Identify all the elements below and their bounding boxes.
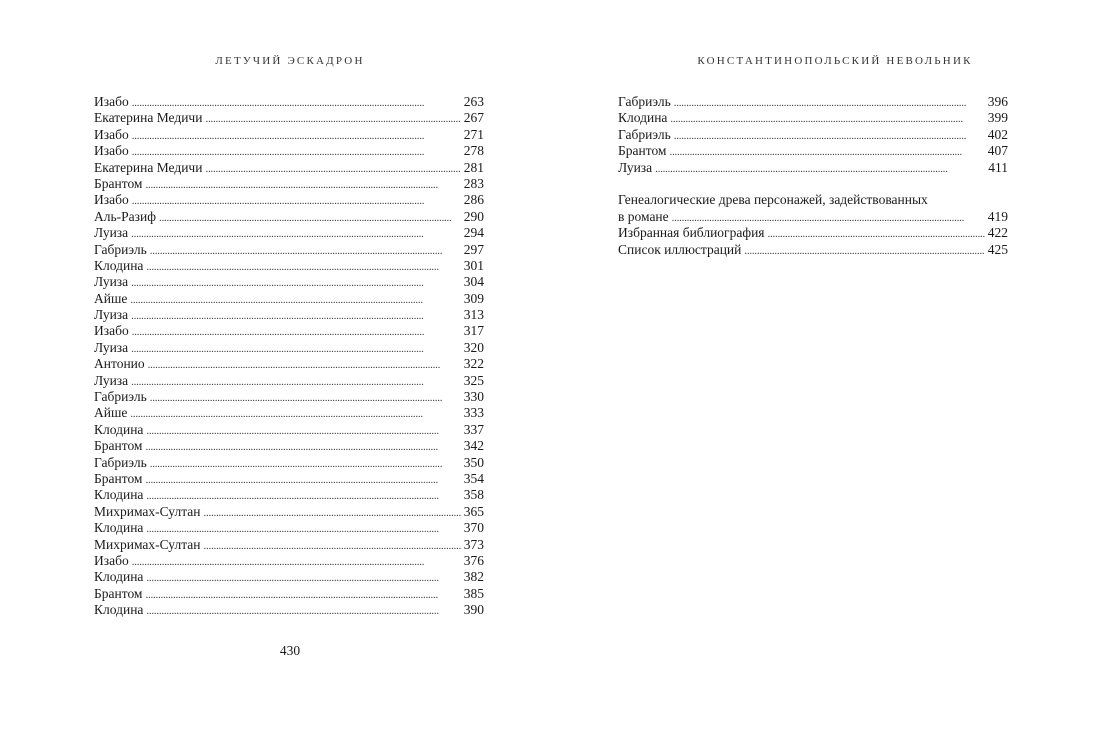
toc-entry-page: 301 (463, 257, 484, 273)
toc-entry-title: Клодина (618, 110, 668, 126)
toc-entry-page: 402 (987, 126, 1008, 142)
dot-leader (145, 177, 460, 192)
dot-leader (146, 488, 460, 503)
page-number: 430 (279, 643, 301, 658)
toc-entry (94, 537, 484, 553)
toc-entry (94, 586, 484, 602)
toc-entry-page: 373 (463, 536, 484, 552)
dot-leader (131, 275, 461, 290)
toc-entry (94, 520, 484, 536)
toc-entry-title: Клодина (94, 602, 144, 618)
toc-entry (94, 471, 484, 487)
toc-entry (94, 487, 484, 503)
dot-leader (132, 324, 461, 339)
toc-entry (94, 356, 484, 372)
toc-entry-page: 297 (463, 241, 484, 257)
dot-leader (131, 374, 461, 389)
toc-entry-page: 263 (463, 94, 484, 109)
toc-entry-page: 320 (463, 339, 484, 355)
toc-entry-page: 407 (987, 143, 1008, 159)
toc-entry (618, 143, 1008, 159)
dot-leader (130, 406, 460, 421)
dot-leader (203, 505, 460, 520)
dot-leader (669, 144, 984, 159)
dot-leader (205, 111, 460, 126)
toc-entry-title: Изабо (94, 126, 129, 142)
dot-leader (159, 210, 461, 225)
toc-entry-page: 365 (463, 503, 484, 519)
dot-leader (672, 210, 985, 225)
toc-entry (94, 225, 484, 241)
toc-entry-title: Изабо (94, 323, 129, 339)
toc-entry-page: 342 (463, 438, 484, 454)
dot-leader (132, 193, 461, 208)
toc-left (94, 94, 484, 619)
toc-entry (94, 553, 484, 569)
toc-entry-title: Луиза (94, 372, 129, 388)
toc-entry (94, 307, 484, 323)
toc-entry (94, 143, 484, 159)
toc-entry (618, 160, 1008, 176)
dot-leader (674, 95, 985, 110)
toc-spacer (618, 176, 1008, 192)
dot-leader (146, 259, 460, 274)
running-head-left: ЛЕТУЧИЙ ЭСКАДРОН (215, 55, 365, 67)
toc-entry-page: 317 (463, 323, 484, 339)
toc-entry-title: Изабо (94, 552, 129, 568)
toc-entry (94, 504, 484, 520)
toc-entry-page: 382 (463, 569, 484, 585)
toc-entry-title: Список иллюстраций (618, 241, 742, 257)
toc-entry-title: Брантом (94, 438, 143, 454)
toc-entry (94, 127, 484, 143)
toc-entry (94, 192, 484, 208)
toc-entry-title: Клодина (94, 421, 144, 437)
dot-leader (145, 587, 460, 602)
toc-entry-page: 333 (463, 405, 484, 421)
toc-entry-page: 267 (463, 110, 484, 126)
dot-leader (655, 161, 985, 176)
toc-entry (94, 323, 484, 339)
toc-entry-page: 358 (463, 487, 484, 503)
toc-entry-page: 313 (463, 307, 484, 323)
right-page (550, 0, 1100, 740)
toc-entry-title: Клодина (94, 257, 144, 273)
toc-entry (94, 209, 484, 225)
toc-entry-page: 278 (463, 143, 484, 159)
toc-entry-page: 354 (463, 470, 484, 486)
toc-entry-title: Изабо (94, 192, 129, 208)
toc-entry (94, 569, 484, 585)
toc-entry-title: Изабо (94, 94, 129, 109)
dot-leader (670, 111, 984, 126)
dot-leader (130, 292, 460, 307)
toc-entry-title: Брантом (94, 175, 143, 191)
toc-entry-title: Луиза (94, 225, 129, 241)
toc-entry-title: Клодина (94, 520, 144, 536)
toc-entry (94, 438, 484, 454)
toc-entry-page: 419 (987, 208, 1008, 224)
toc-entry-page: 281 (463, 159, 484, 175)
toc-entry-title: Екатерина Медичи (94, 159, 203, 175)
dot-leader (145, 439, 460, 454)
toc-entry (94, 160, 484, 176)
toc-entry-page: 370 (463, 520, 484, 536)
toc-entry-page: 304 (463, 274, 484, 290)
dot-leader (131, 341, 461, 356)
toc-right-entries (618, 94, 1008, 176)
toc-entry (94, 422, 484, 438)
dot-leader (150, 456, 461, 471)
toc-entry-title: Изабо (94, 143, 129, 159)
toc-entry (94, 389, 484, 405)
toc-entry (94, 455, 484, 471)
toc-entry-page: 286 (463, 192, 484, 208)
toc-entry (94, 258, 484, 274)
toc-entry-title: Габриэль (618, 94, 671, 109)
toc-entry (94, 602, 484, 618)
toc-entry (94, 94, 484, 110)
toc-entry-title: Луиза (94, 307, 129, 323)
toc-entry-title: Габриэль (94, 241, 147, 257)
toc-entry (94, 373, 484, 389)
toc-right (618, 94, 1008, 258)
toc-entry-page: 411 (988, 159, 1008, 175)
dot-leader (203, 538, 460, 553)
dot-leader (205, 161, 460, 176)
dot-leader (150, 390, 461, 405)
toc-entry (94, 110, 484, 126)
toc-entry (618, 94, 1008, 110)
toc-entry (94, 242, 484, 258)
toc-entry (94, 291, 484, 307)
toc-entry-title: Луиза (94, 274, 129, 290)
toc-entry-page: 399 (987, 110, 1008, 126)
toc-entry-title: Михримах-Султан (94, 503, 201, 519)
dot-leader (131, 226, 461, 241)
dot-leader (768, 226, 985, 241)
toc-entry-page: 376 (463, 552, 484, 568)
toc-entry-title: Брантом (94, 470, 143, 486)
toc-entry-page: 271 (463, 126, 484, 142)
toc-entry-genealogy-line1: Генеалогические древа персонажей, задействованных (618, 192, 928, 208)
toc-entry-page: 330 (463, 389, 484, 405)
toc-entry (618, 110, 1008, 126)
toc-entry-page: 337 (463, 421, 484, 437)
toc-entry-page: 385 (463, 585, 484, 601)
dot-leader (674, 128, 985, 143)
toc-entry-title: Михримах-Султан (94, 536, 201, 552)
toc-entry-title: Екатерина Медичи (94, 110, 203, 126)
dot-leader (131, 308, 461, 323)
running-head-right: КОНСТАНТИНОПОЛЬСКИЙ НЕВОЛЬНИК (697, 55, 973, 67)
toc-entry (94, 405, 484, 421)
dot-leader (148, 357, 461, 372)
dot-leader (132, 95, 461, 110)
toc-entry-page: 396 (987, 94, 1008, 109)
dot-leader (132, 554, 461, 569)
toc-entry-title: Аль-Разиф (94, 208, 156, 224)
toc-entry-title: в романе (618, 208, 669, 224)
toc-entry-page: 294 (463, 225, 484, 241)
toc-entry-page: 390 (463, 602, 484, 618)
dot-leader (132, 128, 461, 143)
toc-entry-page: 325 (463, 372, 484, 388)
toc-entry-title: Антонио (94, 356, 145, 372)
toc-entry (94, 340, 484, 356)
dot-leader (146, 603, 460, 618)
toc-entry-page: 309 (463, 290, 484, 306)
dot-leader (146, 423, 460, 438)
toc-entry-bibliography (618, 225, 1008, 241)
toc-entry-title: Клодина (94, 569, 144, 585)
toc-entry-title: Луиза (618, 159, 653, 175)
toc-entry (94, 274, 484, 290)
dot-leader (146, 570, 460, 585)
dot-leader (146, 521, 460, 536)
toc-entry-title: Брантом (618, 143, 667, 159)
toc-entry-page: 283 (463, 175, 484, 191)
toc-entry-page: 290 (463, 208, 484, 224)
toc-entry-title: Габриэль (618, 126, 671, 142)
toc-entry-title: Клодина (94, 487, 144, 503)
toc-entry-title: Брантом (94, 585, 143, 601)
toc-entry-title: Габриэль (94, 389, 147, 405)
dot-leader (132, 144, 461, 159)
toc-entry-illustrations (618, 242, 1008, 258)
dot-leader (145, 472, 460, 487)
dot-leader (744, 243, 984, 258)
toc-entry-page: 425 (987, 241, 1008, 257)
toc-entry-title: Айше (94, 405, 128, 421)
toc-entry (94, 176, 484, 192)
toc-entry-title: Габриэль (94, 454, 147, 470)
toc-entry-page: 422 (987, 225, 1008, 241)
toc-entry-genealogy (618, 209, 1008, 225)
toc-entry-title: Айше (94, 290, 128, 306)
dot-leader (150, 243, 461, 258)
toc-entry-title: Луиза (94, 339, 129, 355)
toc-entry-page: 350 (463, 454, 484, 470)
toc-entry-title: Избранная библиография (618, 225, 765, 241)
toc-entry-page: 322 (463, 356, 484, 372)
toc-entry (618, 127, 1008, 143)
